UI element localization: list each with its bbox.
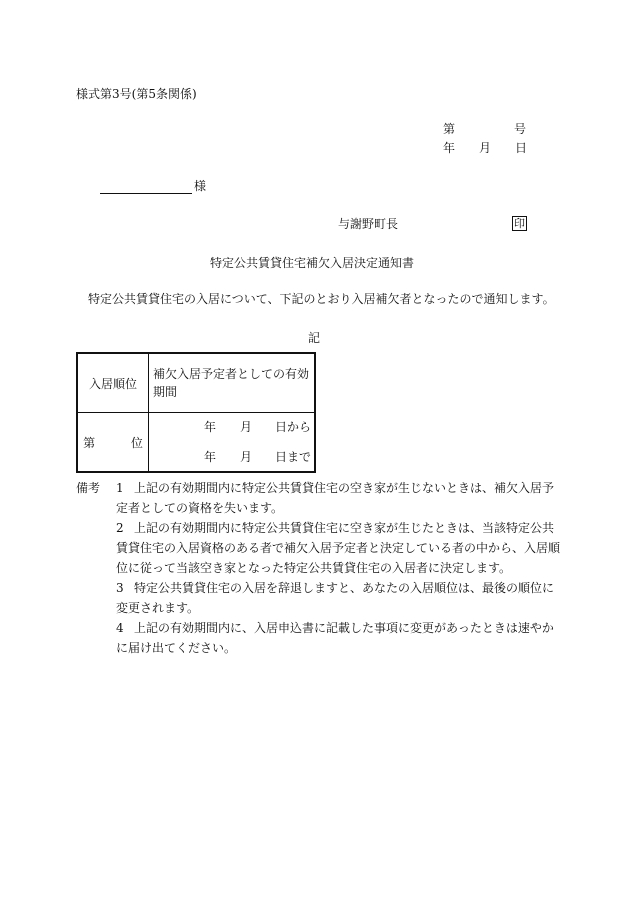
seal-mark: 印: [514, 217, 525, 230]
remark-number: 4: [116, 621, 124, 635]
ki-heading: 記: [308, 331, 321, 345]
remark-text: 上記の有効期間内に特定公共賃貸住宅の空き家が生じないときは、補欠入居予定者としての資格を失います。: [116, 481, 555, 515]
remark-number: 1: [116, 481, 124, 495]
order-cell: [77, 413, 149, 473]
remark-item: [116, 578, 560, 618]
remark-item: [116, 518, 560, 578]
date-day: 日: [515, 141, 528, 155]
addressee-blank: [100, 193, 192, 194]
from-day: 日から: [275, 420, 312, 434]
waitlist-table: [76, 352, 316, 473]
order-dai: 第: [83, 435, 96, 450]
from-month: 月: [240, 420, 253, 434]
remark-item: [116, 478, 560, 518]
date-year: 年: [443, 141, 456, 155]
remark-text: 特定公共賃貸住宅の入居を辞退しますと、あなたの入居順位は、最後の順位に変更されます。: [116, 581, 555, 615]
body-text: 特定公共賃貸住宅の入居について、下記のとおり入居補欠者となったので通知します。: [88, 292, 555, 306]
issuer-name: 与謝野町長: [338, 217, 399, 231]
validity-from: [149, 421, 314, 433]
document-title: 特定公共賃貸住宅補欠入居決定通知書: [210, 256, 415, 270]
addressee-suffix: 様: [194, 179, 207, 193]
header-validity: 補欠入居予定者としての有効期間: [149, 353, 316, 413]
header-order: 入居順位: [77, 353, 149, 413]
form-number: 様式第3号(第5条関係): [76, 87, 197, 101]
to-day: 日まで: [275, 450, 312, 464]
date-month: 月: [479, 141, 492, 155]
validity-period: [149, 413, 316, 473]
number-go: 号: [514, 122, 527, 136]
to-month: 月: [240, 450, 253, 464]
remark-text: 上記の有効期間内に特定公共賃貸住宅に空き家が生じたときは、当該特定公共賃貸住宅の入居資格のある者で補欠入居予定者と決定している者の中から、入居順位に従って当該空き家となった特定公共賃貸住宅の入居者に決定します。: [116, 521, 561, 575]
remark-number: 2: [116, 521, 124, 535]
remark-number: 3: [116, 581, 124, 595]
remark-text: 上記の有効期間内に、入居申込書に記載した事項に変更があったときは速やかに届け出てください。: [116, 621, 554, 655]
remarks-label: 備考: [76, 481, 101, 495]
from-year: 年: [204, 420, 217, 434]
number-dai: 第: [443, 122, 456, 136]
remark-item: [116, 618, 560, 658]
validity-to: [149, 451, 314, 463]
order-i: 位: [130, 435, 143, 450]
to-year: 年: [204, 450, 217, 464]
